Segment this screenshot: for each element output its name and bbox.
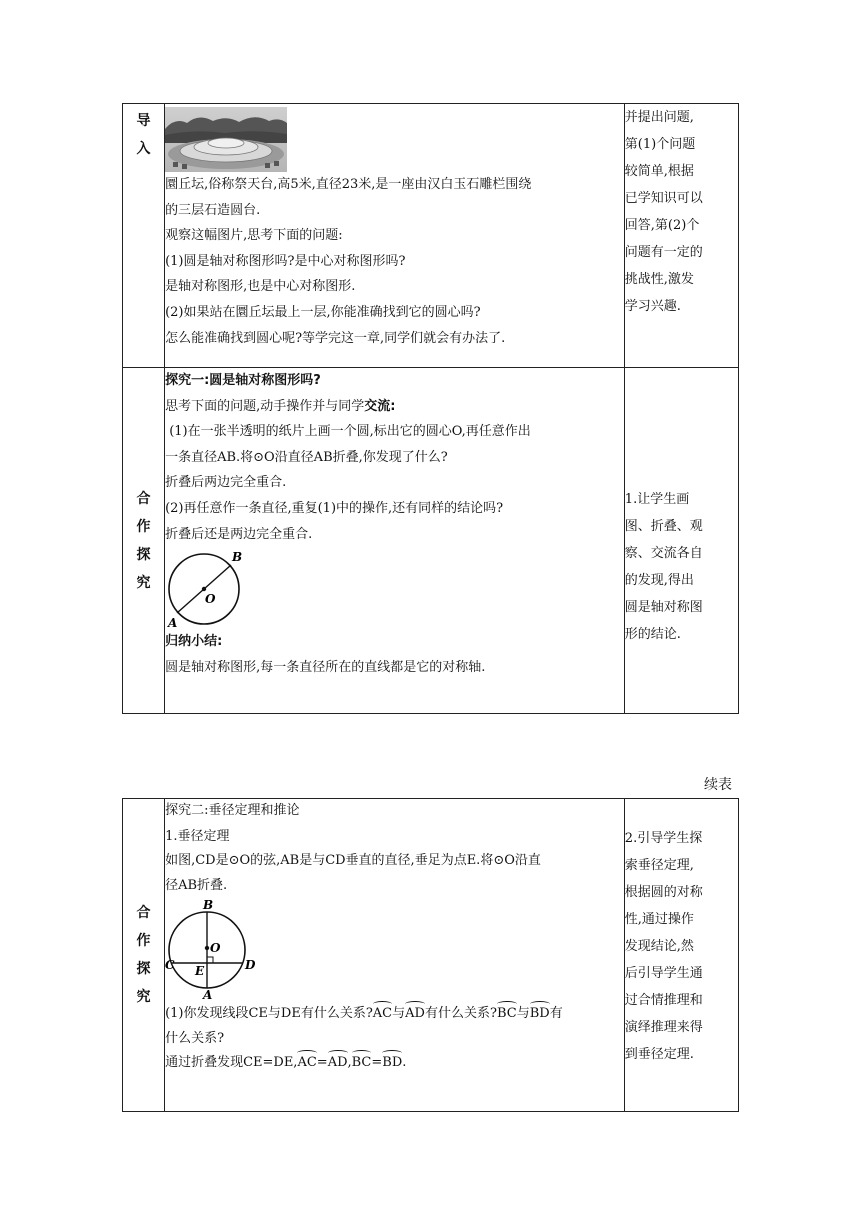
arc-bc: BC [352,1051,372,1076]
arc-ad: AD [328,1051,348,1076]
instruction-text: 思考下面的问题,动手操作并与同学 [165,398,365,414]
point-a-label: A [168,616,178,630]
arc-ac: AC [297,1051,316,1076]
arc-ad: AD [405,1002,425,1027]
lesson-table-1 [122,103,739,714]
intro-line: 的三层石造圆台. [165,202,261,218]
note-line: 过合情推理和 [624,993,703,1008]
note-line: 索垂径定理, [624,858,694,873]
point-c-label: C [165,958,175,972]
note-line: 学习兴趣. [624,299,681,314]
arc-ac: AC [373,1002,392,1027]
answer-text: = [316,1055,328,1070]
note-line: 的发现,得出 [624,573,694,588]
label-char: 合 [136,905,151,921]
question-text: 与 [516,1006,530,1021]
answer-text: , [347,1055,352,1070]
explore-line: 折叠后还是两边完全重合. [165,526,313,542]
explore-line: 一条直径AB.将⊙O沿直径AB折叠,你发现了什么? [165,449,448,465]
explore-two-content [165,799,625,1112]
question-text: 有 [549,1006,563,1021]
answer-text: . [402,1055,407,1070]
point-o-label: O [205,592,216,607]
note-line: 1.让学生画 [624,492,690,507]
label-char: 究 [136,989,151,1005]
answer-text: 通过折叠发现CE=DE, [165,1055,298,1070]
label-char: 作 [136,518,151,535]
intro-line: (1)圆是轴对称图形吗?是中心对称图形吗? [165,253,406,269]
note-line: 回答,第(2)个 [624,218,700,233]
note-line: 后引导学生通 [624,966,703,981]
explore-two-heading: 探究二:垂径定理和推论 [165,803,300,818]
note-line: 察、交流各自 [624,546,703,561]
arc-bc: BC [497,1002,517,1027]
note-line: 已学知识可以 [624,191,703,206]
note-line: 较简单,根据 [624,164,694,179]
note-line: 2.引导学生探 [624,831,703,846]
note-line: 根据圆的对称 [624,885,703,900]
intro-line: 观察这幅图片,思考下面的问题: [165,228,343,244]
intro-line: (2)如果站在圜丘坛最上一层,你能准确找到它的圆心吗? [165,304,481,320]
instruction-bold: 交流: [364,398,396,414]
intro-line: 圜丘坛,俗称祭天台,高5米,直径23米,是一座由汉白玉石雕栏围绕 [165,177,532,192]
arc-bd: BD [530,1002,550,1027]
note-line: 演绎推理来得 [624,1020,703,1035]
point-b-label: B [232,550,243,565]
row-label-intro [123,104,165,368]
theorem-line: 如图,CD是⊙O的弦,AB是与CD垂直的直径,垂足为点E.将⊙O沿直 [165,853,541,868]
label-char: 探 [136,961,151,977]
theorem-line: 径AB折叠. [165,877,228,893]
point-b-label: B [203,900,214,912]
intro-design-note [624,104,738,368]
intro-line: 怎么能准确找到圆心呢?等学完这一章,同学们就会有办法了. [165,330,506,346]
question-text: 有什么关系? [424,1006,497,1021]
continued-label: 续表 [704,777,732,793]
row-label-cooperate [123,368,165,714]
perpendicular-diameter-figure [165,900,265,1000]
summary-text: 圆是轴对称图形,每一条直径所在的直线都是它的对称轴. [165,659,486,675]
row-label-cooperate [123,799,165,1112]
note-line: 并提出问题, [624,110,694,125]
note-line: 到垂径定理. [624,1047,694,1062]
point-o-label: O [210,941,221,955]
circle-diameter-figure [165,549,255,629]
label-char: 入 [136,141,151,157]
explore-one-heading: 探究一:圆是轴对称图形吗? [165,373,321,388]
instruction-line [165,394,624,420]
note-line: 形的结论. [624,627,681,642]
label-char: 探 [136,546,151,563]
answer-line [165,1051,624,1076]
note-line: 问题有一定的 [624,245,703,260]
note-line: 挑战性,激发 [624,272,694,287]
intro-content [165,104,625,368]
label-char: 导 [136,113,151,129]
explore-line: 折叠后两边完全重合. [165,475,287,491]
question-line [165,1002,624,1027]
temple-of-heaven-photo [165,107,287,172]
theorem-subheading: 1.垂径定理 [165,828,230,844]
question-text: (1)你发现线段CE与DE有什么关系? [165,1006,373,1021]
point-d-label: D [245,958,256,972]
note-line: 圆是轴对称图 [624,600,703,615]
label-char: 合 [136,490,151,507]
note-line: 图、折叠、观 [624,519,703,534]
explore-line: (2)再任意作一条直径,重复(1)中的操作,还有同样的结论吗? [165,500,504,516]
summary-heading: 归纳小结: [165,634,223,650]
arc-bd: BD [382,1051,402,1076]
answer-text: = [371,1055,383,1070]
explore-two-design-note [624,799,738,1112]
label-char: 作 [136,933,151,949]
explore-one-design-note [624,368,738,714]
question-line: 什么关系? [165,1030,225,1046]
question-text: 与 [392,1006,406,1021]
explore-line: (1)在一张半透明的纸片上画一个圆,标出它的圆心O,再任意作出 [165,424,531,440]
note-line: 性,通过操作 [624,912,694,927]
point-e-label: E [195,964,205,978]
lesson-table-2 [122,798,739,1112]
note-line: 第(1)个问题 [624,137,696,152]
point-a-label: A [203,988,213,1000]
intro-line: 是轴对称图形,也是中心对称图形. [165,279,356,295]
note-line: 发现结论,然 [624,939,694,954]
explore-one-content [165,368,625,714]
label-char: 究 [136,574,151,591]
